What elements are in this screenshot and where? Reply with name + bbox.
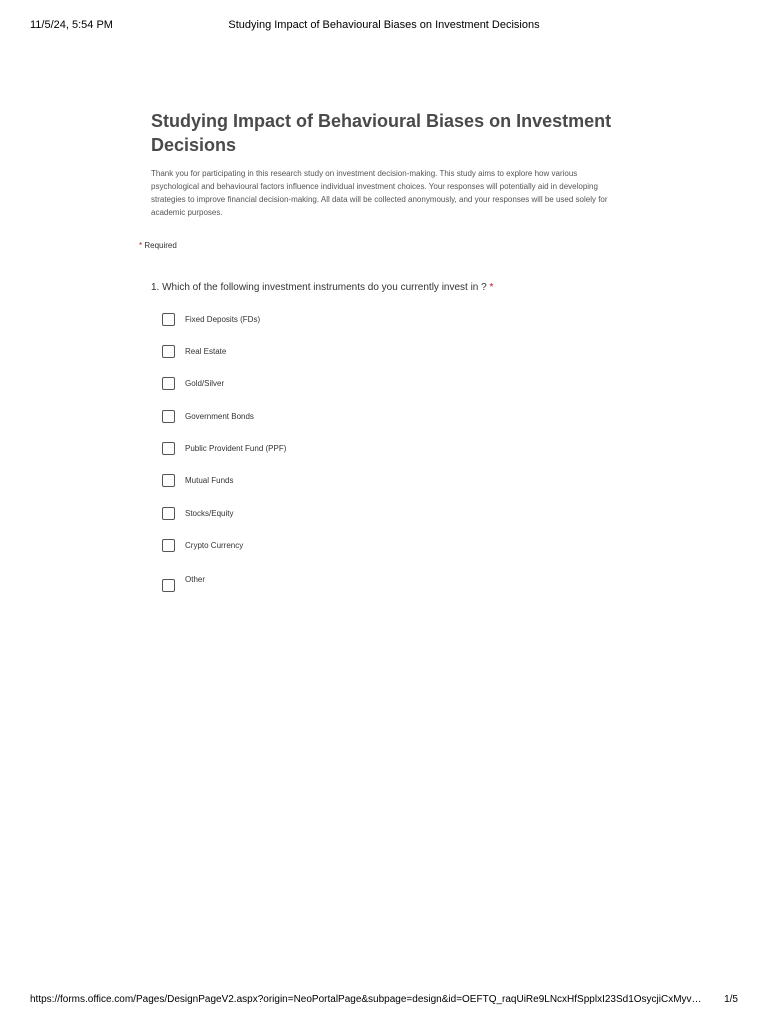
question-required-star: * (489, 282, 494, 293)
checkbox[interactable] (162, 377, 175, 390)
checkbox[interactable] (162, 539, 175, 552)
required-label: Required (144, 241, 177, 250)
question-text: 1. Which of the following investment instruments do you currently invest in ? (151, 282, 487, 293)
checkbox[interactable] (162, 474, 175, 487)
option-label: Mutual Funds (185, 475, 234, 485)
required-note (139, 241, 177, 250)
option-label: Stocks/Equity (185, 508, 234, 518)
option-other[interactable] (162, 575, 205, 591)
option-government-bonds[interactable] (162, 408, 254, 424)
option-label: Real Estate (185, 346, 227, 356)
checkbox[interactable] (162, 442, 175, 455)
option-label: Public Provident Fund (PPF) (185, 443, 287, 453)
required-star: * (139, 241, 143, 250)
option-label: Fixed Deposits (FDs) (185, 314, 261, 324)
print-page-title: Studying Impact of Behavioural Biases on Investment Decisions (228, 19, 540, 31)
option-label: Government Bonds (185, 411, 254, 421)
option-gold-silver[interactable] (162, 375, 224, 391)
print-page-number: 1/5 (724, 994, 738, 1005)
checkbox[interactable] (162, 579, 175, 592)
print-datetime: 11/5/24, 5:54 PM (30, 19, 113, 31)
option-label: Other (185, 575, 206, 584)
option-label: Crypto Currency (185, 540, 244, 550)
option-mutual-funds[interactable] (162, 472, 233, 488)
checkbox[interactable] (162, 507, 175, 520)
option-crypto-currency[interactable] (162, 537, 243, 553)
option-ppf[interactable] (162, 440, 286, 456)
checkbox[interactable] (162, 410, 175, 423)
print-url: https://forms.office.com/Pages/DesignPageV2.aspx?origin=NeoPortalPage&subpage=design&id=OEFTQ_raqUiRe9LNcxHfSpplxI23Sd1OsycjiCxMyv… (30, 994, 702, 1005)
option-fixed-deposits[interactable] (162, 311, 260, 327)
checkbox[interactable] (162, 313, 175, 326)
option-label: Gold/Silver (185, 378, 225, 388)
form-title: Studying Impact of Behavioural Biases on Investment Decisions (151, 111, 612, 155)
option-real-estate[interactable] (162, 343, 226, 359)
option-stocks-equity[interactable] (162, 505, 233, 521)
question-title (151, 282, 493, 293)
form-description: Thank you for participating in this research study on investment decision-making. This study aims to explore how various psychological and behavioural factors influence individual investment choices. Your responses will potentially aid in developing strategies to improve financial decision-making. All data will be collected anonymously, and your responses will be used solely for academic purposes. (151, 169, 608, 217)
checkbox[interactable] (162, 345, 175, 358)
